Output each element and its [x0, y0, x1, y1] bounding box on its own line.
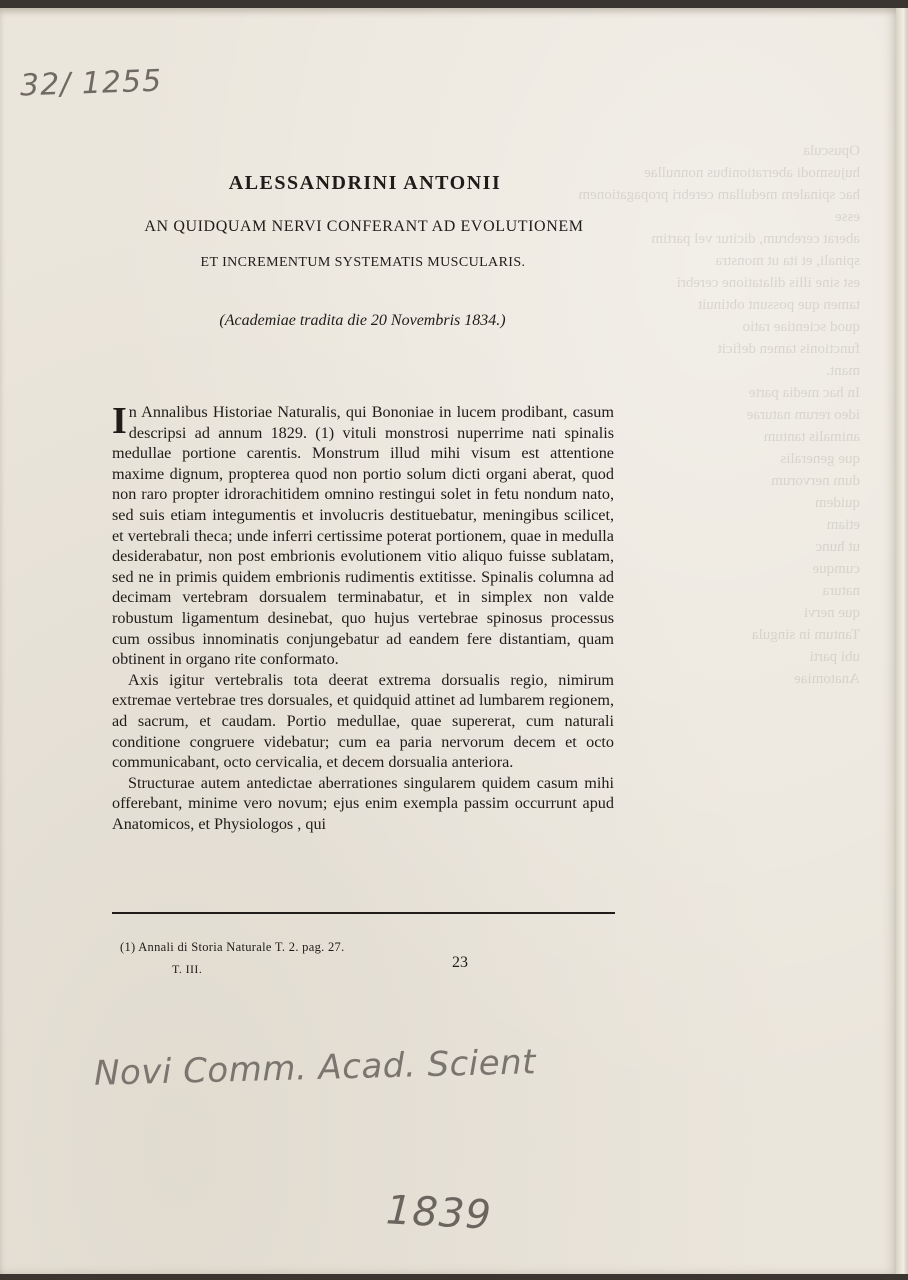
- author-name: ALESSANDRINI ANTONII: [228, 172, 502, 194]
- title-line-2: ET INCREMENTUM SYSTEMATIS MUSCULARIS.: [200, 255, 526, 270]
- footnote-rule: [112, 912, 615, 914]
- handwritten-reference: 32/ 1255: [19, 63, 163, 104]
- page-number: 23: [452, 954, 468, 971]
- title-line-1: AN QUIDQUAM NERVI CONFERANT AD EVOLUTIONEM: [144, 218, 584, 235]
- footnote: (1) Annali di Storia Naturale T. 2. pag. 27.: [120, 940, 345, 954]
- body-text: [112, 402, 614, 834]
- bleed-through-text: Opuscula hujusmodi aberrationibus nonnullae hac spinalem medullam cerebri propagationem esse aberat cerebrum, dicitur vel partim spinali, et ita ut monstra est sine illis dilatatione cerebri tamen que possunt obtinuit quod scientiae ratio functionis tamen deficit mant. In hac media parte ideo rerum naturae animalis tantum que generalis dum nervorum quidem etiam ut hunc cumque natura que nervi Tantum in singula ubi parti Anatomiae: [578, 143, 860, 687]
- handwritten-source-note: Novi Comm. Acad. Scient: [93, 1042, 537, 1094]
- paragraph-3: Structurae autem antedictae aberrationes singularem quidem casum mihi offerebant, minime vero novum; ejus enim exempla passim occurrunt apud Anatomicos, et Physiologos , qui: [112, 773, 614, 833]
- volume-signature: T. III.: [172, 962, 203, 976]
- paragraph-2: Axis igitur vertebralis tota deerat extrema dorsualis regio, nimirum extremae vertebrae tres dorsuales, et quidquid attinet ad lumbarem regionem, ad sacrum, et caudam. Portio medullae, quae supererat, cum naturali conditione congruere videbatur; cum ea paria nervorum decem et octo communicabant, octo cervicalia, et decem dorsualia anteriora.: [112, 670, 614, 772]
- drop-cap: I: [112, 400, 127, 442]
- handwritten-year: 1839: [384, 1187, 493, 1239]
- presentation-date: (Academiae tradita die 20 Novembris 1834.): [219, 312, 506, 329]
- page-edge: [896, 8, 908, 1274]
- paragraph-1-text: n Annalibus Historiae Naturalis, qui Bononiae in lucem prodibant, casum descripsi ad annum 1829. (1) vituli monstrosi nuperrime nati spinalis medullae portione carentis. Monstrum illud mihi visum est attentione maxime dignum, propterea quod non portio solum dicti organi aberat, quod non raro propter idrorachitidem omnino restingui solet in fetu nondum nato, sed suis etiam integumentis et involucris destituebatur, meningibus scilicet, et vertebrali theca; unde inferri certissime poterat portionem, quae in medulla desiderabatur, non post embrionis evolutionem vitio aliquo fuisse sublatam, sed ne in primis quidem embrionis rudimentis extitisse. Spinalis columna ad decimam vertebram dorsualem terminabatur, et in simplex non valde robustum ligamentum desinebat, quo hujus vertebrae spinosus processus cum ossibus innominatis conjungebatur ad eandem fere distantiam, quam obtinent in organo rite conformato.: [112, 403, 614, 669]
- paragraph-1: [112, 402, 614, 670]
